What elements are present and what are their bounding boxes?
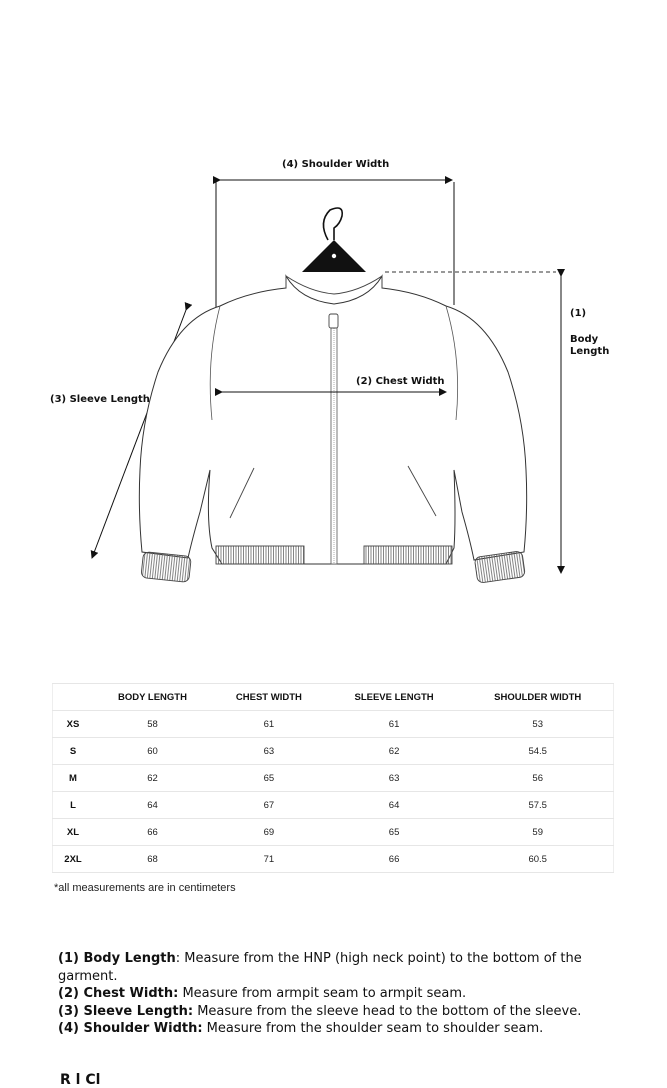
guide-item	[58, 985, 618, 1003]
body-length-number: (1)	[570, 308, 587, 319]
table-cell: 61	[212, 711, 326, 738]
table-cell: 62	[93, 765, 212, 792]
size-cell: XS	[53, 711, 94, 738]
table-cell: 53	[462, 711, 613, 738]
size-cell: L	[53, 792, 94, 819]
table-cell: 66	[326, 846, 463, 873]
guide-term: (1) Body Length	[58, 951, 176, 966]
table-row	[53, 846, 614, 873]
table-cell: 56	[462, 765, 613, 792]
guide-text: Measure from the sleeve head to the bottom of the sleeve.	[193, 1003, 582, 1019]
sleeve-length-label: (3) Sleeve Length	[50, 394, 150, 405]
guide-text: Measure from the shoulder seam to shoulder seam.	[202, 1021, 544, 1036]
header-chest-width: CHEST WIDTH	[212, 684, 326, 711]
table-cell: 65	[326, 819, 463, 846]
table-cell: 63	[212, 738, 326, 765]
table-row	[53, 711, 614, 738]
table-cell: 63	[326, 765, 463, 792]
table-cell: 54.5	[462, 738, 613, 765]
table-row	[53, 765, 614, 792]
guide-term: (4) Shoulder Width:	[58, 1021, 203, 1036]
guide-item	[58, 1003, 618, 1021]
table-cell: 66	[93, 819, 212, 846]
header-shoulder-width: SHOULDER WIDTH	[462, 684, 613, 711]
table-cell: 68	[93, 846, 212, 873]
table-cell: 62	[326, 738, 463, 765]
table-cell: 64	[93, 792, 212, 819]
table-header-row	[53, 684, 614, 711]
guide-text: Measure from armpit seam to armpit seam.	[178, 986, 467, 1001]
size-cell: XL	[53, 819, 94, 846]
size-cell: 2XL	[53, 846, 94, 873]
header-size	[53, 684, 94, 711]
hem-rib-left	[216, 546, 304, 564]
table-row	[53, 792, 614, 819]
header-sleeve-length: SLEEVE LENGTH	[326, 684, 463, 711]
table-cell: 67	[212, 792, 326, 819]
header-body-length: BODY LENGTH	[93, 684, 212, 711]
body-length-word-2: Length	[570, 346, 610, 357]
table-cell: 61	[326, 711, 463, 738]
units-note: *all measurements are in centimeters	[54, 882, 236, 894]
guide-term: (3) Sleeve Length:	[58, 1003, 194, 1019]
table-row	[53, 738, 614, 765]
size-cell: S	[53, 738, 94, 765]
hem-rib-right	[364, 546, 452, 564]
guide-text: Measure from the HNP (high neck point) to the bottom of the garment.	[58, 951, 582, 984]
cut-off-heading: R l Cl	[60, 1072, 101, 1088]
table-cell: 60.5	[462, 846, 613, 873]
measurement-guide	[58, 950, 618, 1038]
table-cell: 59	[462, 819, 613, 846]
body-length-word-1: Body	[570, 334, 599, 345]
table-cell: 57.5	[462, 792, 613, 819]
shoulder-width-label: (4) Shoulder Width	[282, 159, 390, 170]
table-cell: 65	[212, 765, 326, 792]
table-cell: 69	[212, 819, 326, 846]
table-cell: 64	[326, 792, 463, 819]
table-cell: 60	[93, 738, 212, 765]
guide-item	[58, 1020, 618, 1038]
chest-width-label: (2) Chest Width	[356, 376, 445, 387]
size-chart-table	[52, 683, 614, 873]
guide-term: (2) Chest Width:	[58, 986, 179, 1001]
table-cell: 71	[212, 846, 326, 873]
guide-sep: :	[175, 951, 181, 966]
table-cell: 58	[93, 711, 212, 738]
guide-item	[58, 950, 618, 985]
table-row	[53, 819, 614, 846]
size-cell: M	[53, 765, 94, 792]
